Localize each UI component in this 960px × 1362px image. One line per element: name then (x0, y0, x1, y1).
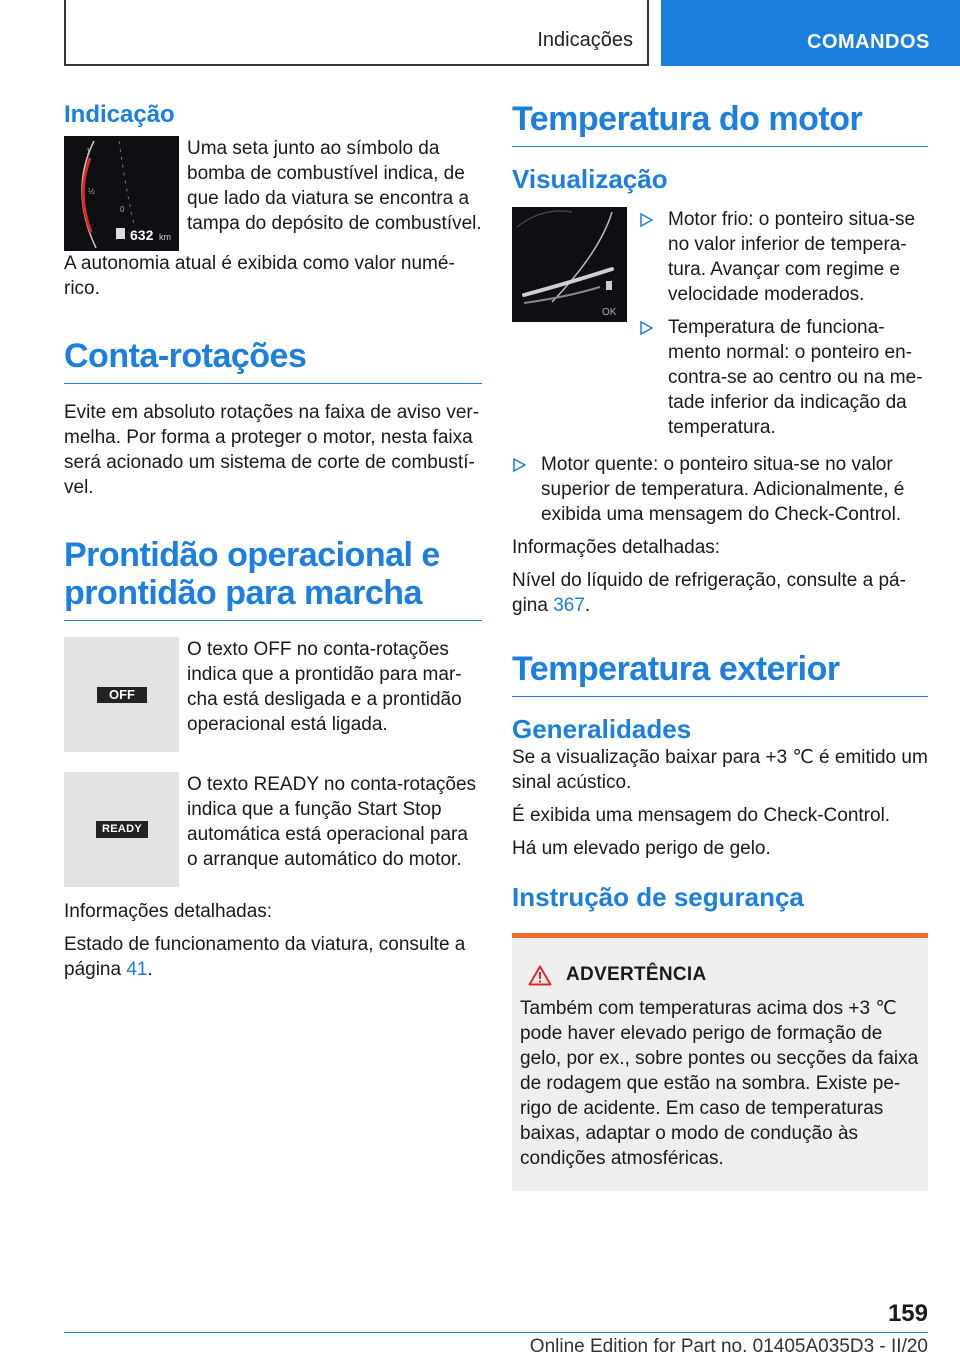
list-item: Temperatura de funcionamento normal: o ponteiro encontra-se ao centro ou na metade inferior da indicação da temperatura. (639, 315, 928, 440)
off-indicator-image (64, 637, 179, 752)
ready-heading-block (64, 536, 482, 621)
temp-list-top (639, 207, 928, 448)
right-details-text: Nível do líquido de refrigeração, consulte a página (512, 570, 906, 616)
fuel-mark-half: ½ (88, 187, 95, 196)
triangle-bullet-icon (512, 458, 526, 472)
temp-list-bottom (512, 452, 928, 527)
list-item: Motor quente: o ponteiro situa-se no valor superior de temperatura. Adicionalmente, é exibida uma mensagem do Check-Control. (512, 452, 928, 527)
ready-heading-line-1: Prontidão operacional e (64, 536, 440, 574)
footer-rule (64, 1332, 928, 1333)
page-link-41[interactable]: 41 (126, 959, 148, 980)
temp-gauge-ok: OK (602, 307, 617, 318)
footer-edition: Online Edition for Part no. 01405A035D3 - II/20 (529, 1336, 928, 1357)
temp-figure-row (512, 207, 928, 448)
ready-indicator-image (64, 772, 179, 887)
gen-text-1: Se a visualização baixar para +3 ℃ é emitido um sinal acústico. (512, 747, 928, 793)
list-item: Motor frio: o ponteiro situa-se no valor inferior de temperatura. Avançar com regime e velocidade moderados. (639, 207, 928, 307)
fuel-range-value: 632 (130, 227, 154, 243)
right-details-label: Informações detalhadas: (512, 537, 721, 558)
rpm-heading-block (64, 337, 482, 384)
off-text: O texto OFF no conta-rotações indica que a prontidão para marcha está desligada e a prontidão operacional está ligada. (187, 639, 462, 735)
ready-heading-line-2: prontidão para marcha (64, 574, 422, 612)
page-link-367[interactable]: 367 (553, 595, 585, 616)
generalidades-heading: Generalidades (512, 714, 692, 744)
indicacao-heading: Indicação (64, 101, 175, 128)
ext-temp-heading: Temperatura exterior (512, 650, 840, 688)
visualizacao-heading: Visualização (512, 164, 668, 194)
warning-text: Também com temperaturas acima dos +3 ℃ pode haver elevado perigo de formação de gelo, por ex., sobre pontes ou secções da faixa de rodagem que estão na sombra. Existe perigo de acidente. Em caso de temperaturas baixas, adaptar o modo de condução às condições atmosféricas. (520, 998, 919, 1169)
page-number: 159 (887, 1300, 928, 1327)
temp-gauge-image (512, 207, 627, 322)
ext-temp-heading-block (512, 650, 928, 697)
warning-box (512, 933, 928, 1191)
fuel-range-unit: km (159, 232, 171, 242)
header-section-tab (64, 0, 649, 66)
header-chapter-tab (661, 0, 960, 66)
warning-label: ADVERTÊNCIA (566, 964, 707, 985)
left-details-label: Informações detalhadas: (64, 901, 273, 922)
safety-heading: Instrução de segurança (512, 882, 804, 912)
warning-title-row (528, 964, 920, 986)
off-figure-row (64, 637, 482, 752)
warning-triangle-icon (528, 965, 552, 986)
ready-text: O texto READY no conta-rotações indica que a função Start Stop automática está operacional para o arranque automático do motor. (187, 774, 477, 870)
ready-figure-row (64, 772, 482, 887)
fuel-mark-1: 1 (86, 147, 91, 156)
gen-text-2: É exibida uma mensagem do Check-Control. (512, 805, 891, 826)
header-section-title: Indicações (537, 29, 633, 51)
engine-temp-heading: Temperatura do motor (512, 100, 863, 138)
rpm-text: Evite em absoluto rotações na faixa de aviso vermelha. Por forma a proteger o motor, nesta faixa será acionado um sistema de corte de combustível. (64, 402, 480, 498)
fuel-mark-0: 0 (120, 205, 125, 214)
off-indicator-label: OFF (97, 687, 147, 703)
header-chapter-title: COMANDOS (807, 31, 930, 53)
triangle-bullet-icon (639, 213, 653, 227)
indicacao-text: Uma seta junto ao símbolo da bomba de combustível indica, de que lado da viatura se encontra a tampa do depósito de combustível. (187, 138, 482, 234)
engine-temp-heading-block (512, 100, 928, 147)
fuel-figure-row (64, 136, 482, 251)
fuel-gauge-image (64, 136, 179, 251)
right-details-ref: Nível do líquido de refrigeração, consulte a página 367. (512, 570, 906, 616)
fuel-gauge-graphic (64, 136, 179, 251)
triangle-bullet-icon (639, 321, 653, 335)
right-column (512, 100, 928, 1191)
temp-gauge-graphic (512, 207, 627, 322)
left-column (64, 100, 482, 982)
rpm-heading: Conta-rotações (64, 337, 307, 375)
autonomia-text: A autonomia atual é exibida como valor numérico. (64, 253, 455, 299)
left-details-text: Estado de funcionamento da viatura, consulte a página (64, 934, 466, 980)
ready-indicator-label: READY (96, 821, 148, 838)
left-details-ref: Estado de funcionamento da viatura, consulte a página 41. (64, 934, 466, 980)
gen-text-3: Há um elevado perigo de gelo. (512, 838, 771, 859)
